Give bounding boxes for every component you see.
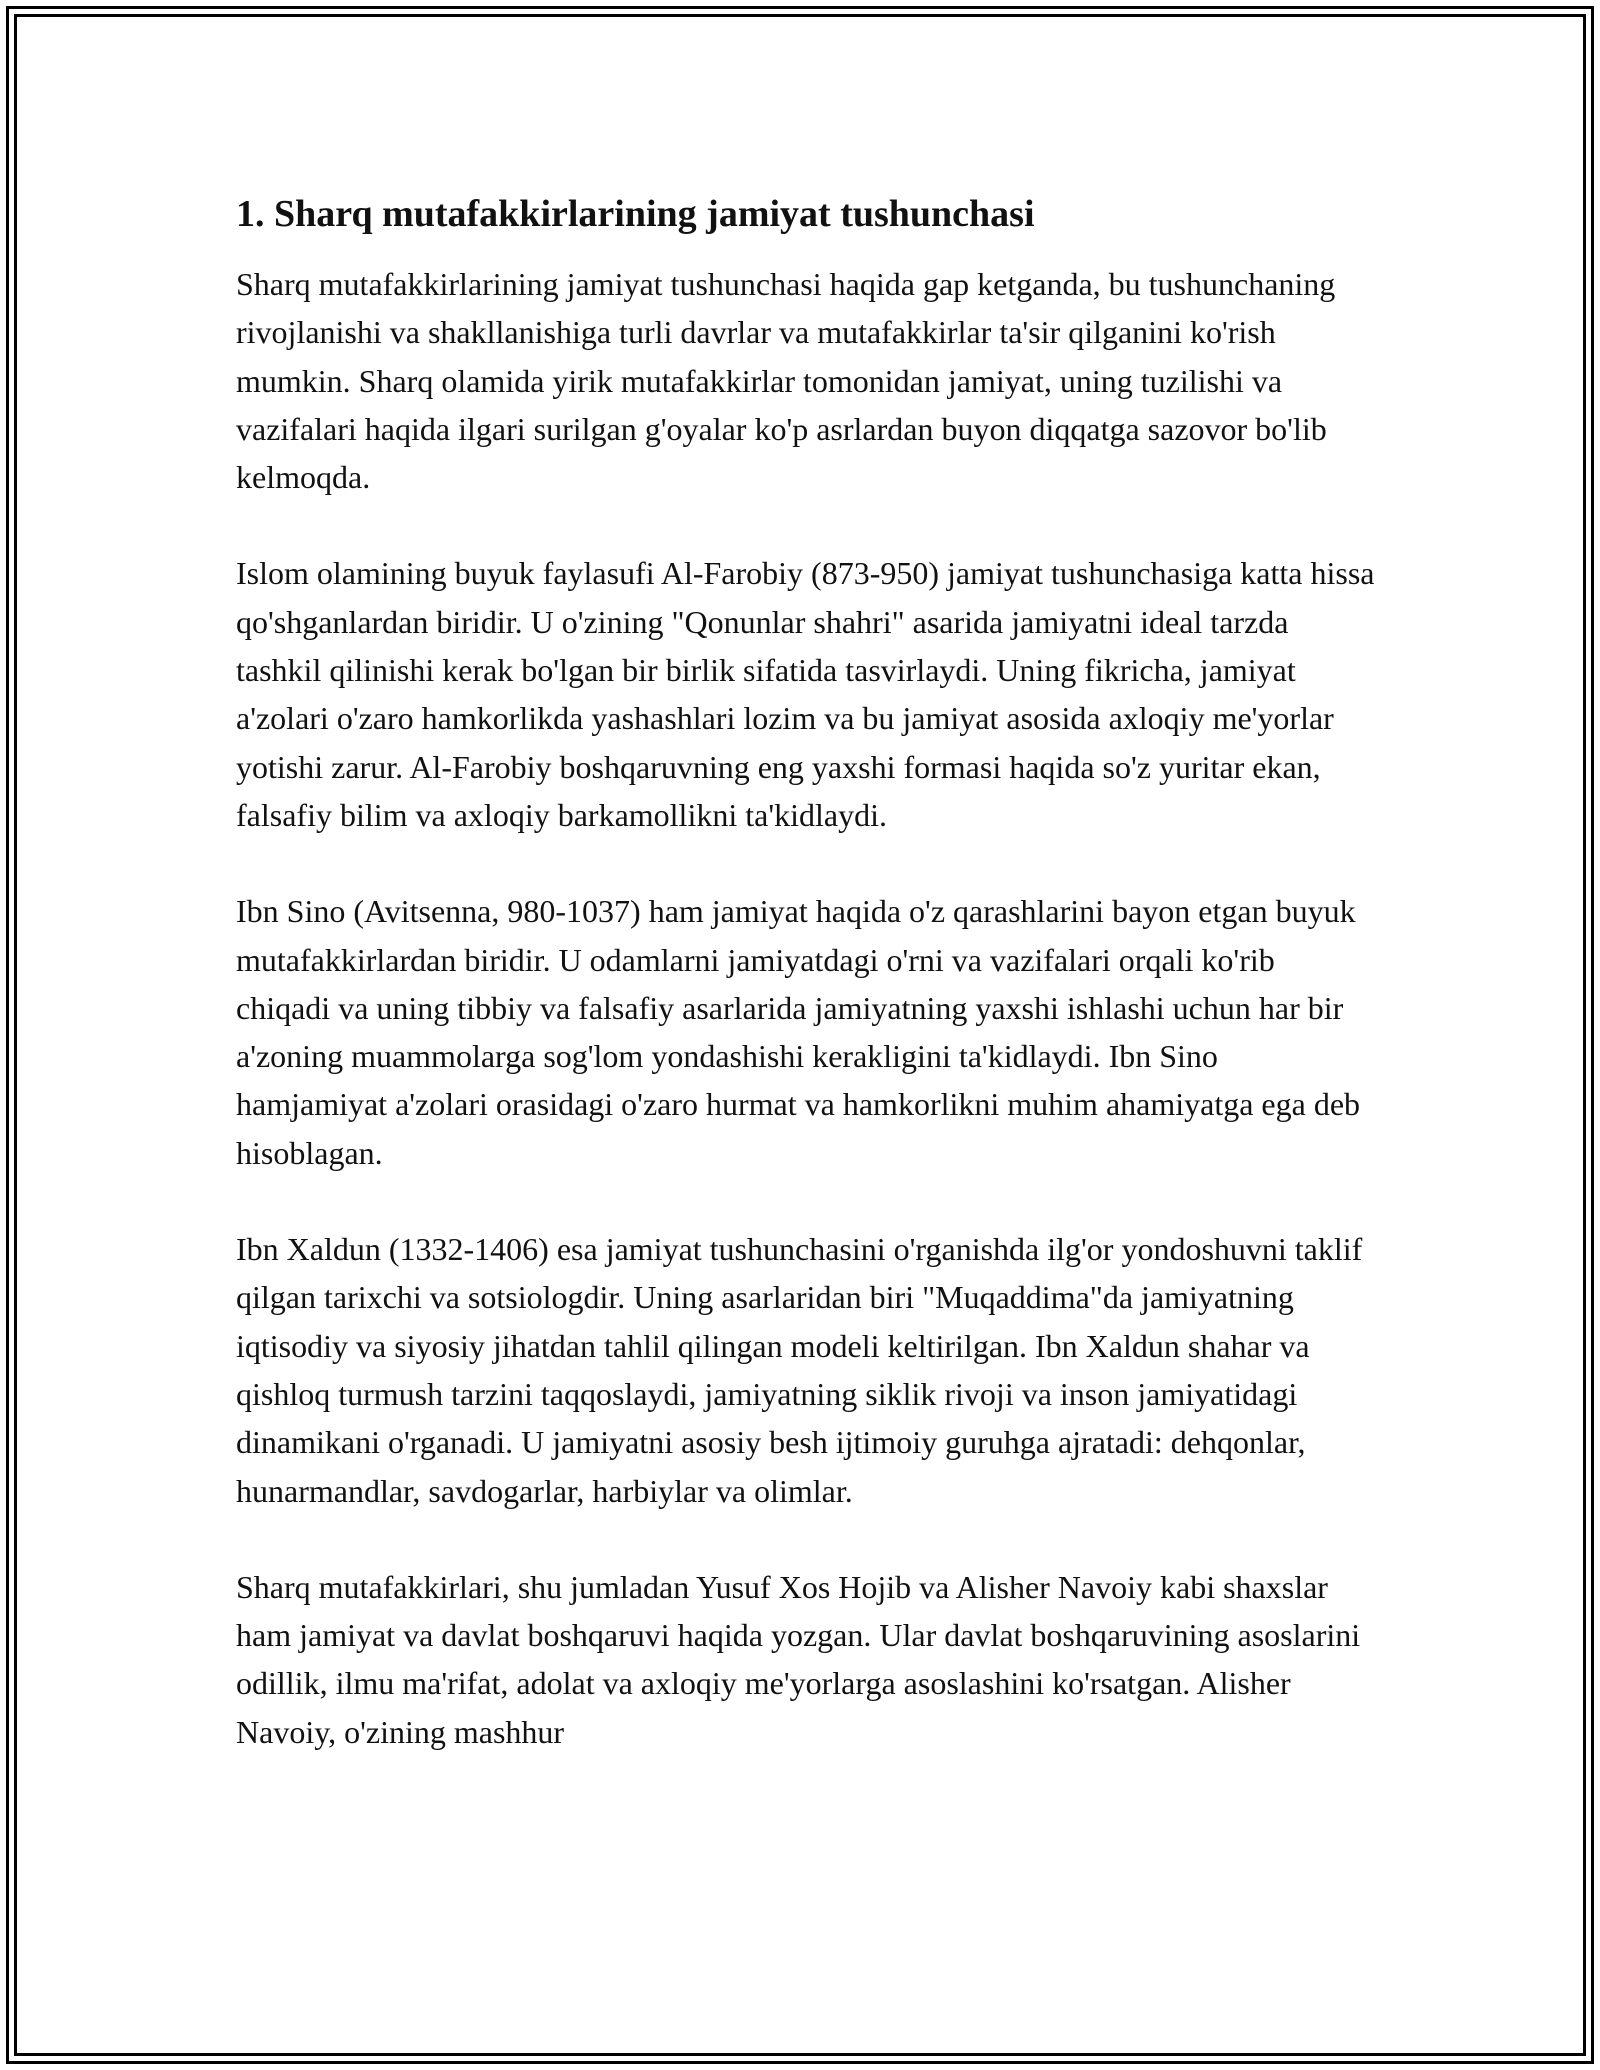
section-title: 1. Sharq mutafakkirlarining jamiyat tushunchasi <box>236 193 1035 235</box>
paragraph-ibn-sino: Ibn Sino (Avitsenna, 980-1037) ham jamiyat haqida o'z qarashlarini bayon etgan buyuk mutafakkirlardan biridir. U odamlarni jamiyatdagi o'rni va vazifalari orqali ko'rib chiqadi va uning tibbiy va falsafiy asarlarida jamiyatning yaxshi ishlashi uchun har bir a'zoning muammolarga sog'lom yondashishi kerakligini ta'kidlaydi. Ibn Sino hamjamiyat a'zolari orasidagi o'zaro hurmat va hamkorlikni muhim ahamiyatga ega deb hisoblagan. <box>236 893 1361 1171</box>
paragraph-sharq-mutafakkirlari: Sharq mutafakkirlari, shu jumladan Yusuf Xos Hojib va Alisher Navoiy kabi shaxslar ham jamiyat va davlat boshqaruvi haqida yozgan. Ular davlat boshqaruvining asoslarini odillik, ilmu ma'rifat, adolat va axloqiy me'yorlarga asoslashini ko'rsatgan. Alisher Navoiy, o'zining mashhur <box>236 1568 1361 1750</box>
paragraph-ibn-xaldun: Ibn Xaldun (1332-1406) esa jamiyat tushunchasini o'rganishda ilg'or yondoshuvni taklif qilgan tarixchi va sotsiologdir. Uning asarlaridan biri "Muqaddima"da jamiyatning iqtisodiy va siyosiy jihatdan tahlil qilingan modeli keltirilgan. Ibn Xaldun shahar va qishloq turmush tarzini taqqoslaydi, jamiyatning siklik rivoji va inson jamiyatidagi dinamikani o'rganadi. U jamiyatni asosiy besh ijtimoiy guruhga ajratadi: dehqonlar, hunarmandlar, savdogarlar, harbiylar va olimlar. <box>236 1231 1363 1509</box>
paragraph-al-farobiy: Islom olamining buyuk faylasufi Al-Farobiy (873-950) jamiyat tushunchasiga katta hissa qo'shganlardan biridir. U o'zining "Qonunlar shahri" asarida jamiyatni ideal tarzda tashkil qilinishi kerak bo'lgan bir birlik sifatida tasvirlaydi. Uning fikricha, jamiyat a'zolari o'zaro hamkorlikda yashashlari lozim va bu jamiyat asosida axloqiy me'yorlar yotishi zarur. Al-Farobiy boshqaruvning eng yaxshi formasi haqida so'z yuritar ekan, falsafiy bilim va axloqiy barkamollikni ta'kidlaydi. <box>236 555 1375 833</box>
document-body <box>236 186 1376 1756</box>
paragraph-intro: Sharq mutafakkirlarining jamiyat tushunchasi haqida gap ketganda, bu tushunchaning rivojlanishi va shakllanishiga turli davrlar va mutafakkirlar ta'sir qilganini ko'rish mumkin. Sharq olamida yirik mutafakkirlar tomonidan jamiyat, uning tuzilishi va vazifalari haqida ilgari surilgan g'oyalar ko'p asrlardan buyon diqqatga sazovor bo'lib kelmoqda. <box>236 266 1336 496</box>
